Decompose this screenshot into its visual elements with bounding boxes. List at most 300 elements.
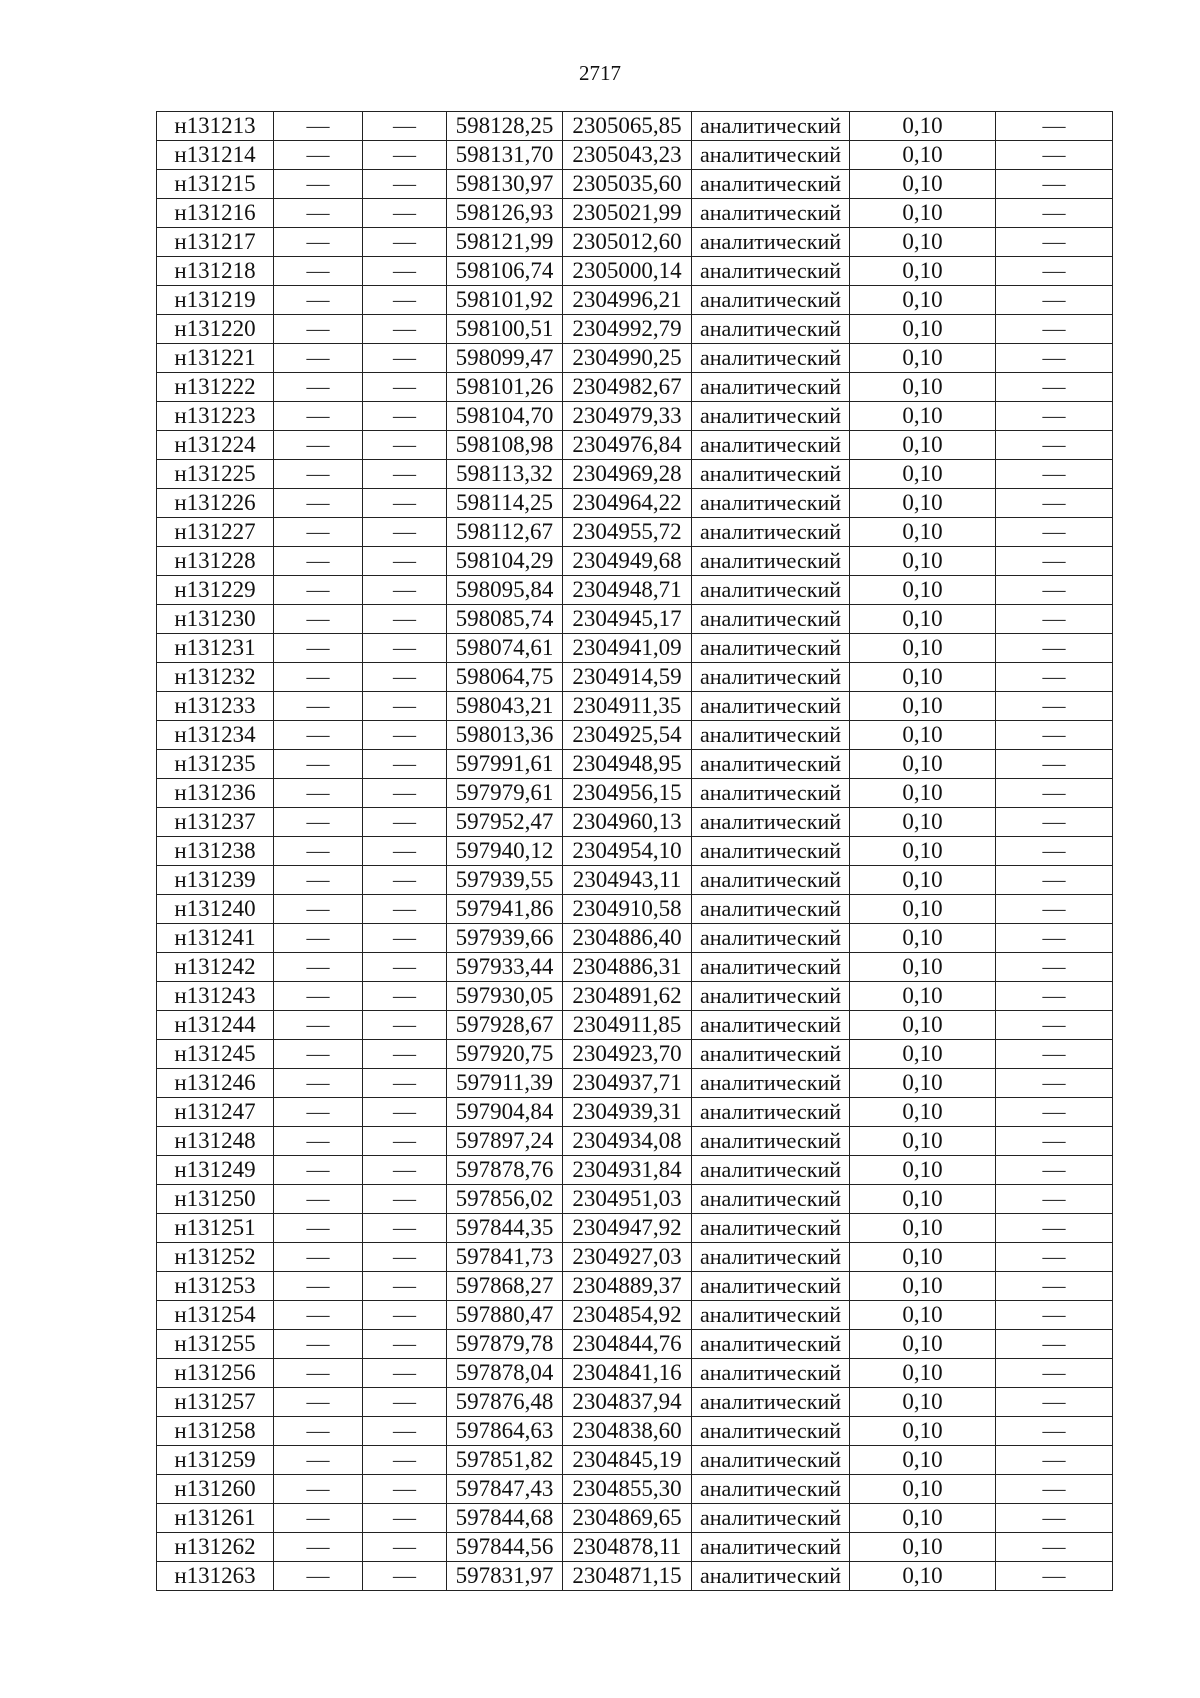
x-coordinate-cell: 597841,73	[447, 1243, 563, 1272]
method-cell: аналитический	[692, 489, 850, 518]
method-cell: аналитический	[692, 1127, 850, 1156]
table-row	[157, 257, 1113, 286]
x-coordinate-cell: 597897,24	[447, 1127, 563, 1156]
empty-dash-cell: —	[996, 344, 1113, 373]
empty-dash-cell: —	[996, 1098, 1113, 1127]
point-id-cell: н131256	[157, 1359, 274, 1388]
y-coordinate-cell: 2304878,11	[563, 1533, 692, 1562]
empty-dash-cell: —	[274, 489, 363, 518]
accuracy-cell: 0,10	[850, 1446, 996, 1475]
point-id-cell: н131252	[157, 1243, 274, 1272]
method-cell: аналитический	[692, 1214, 850, 1243]
y-coordinate-cell: 2305021,99	[563, 199, 692, 228]
page-number: 2717	[579, 61, 621, 85]
empty-dash-cell: —	[996, 1330, 1113, 1359]
method-cell: аналитический	[692, 1446, 850, 1475]
point-id-cell: н131258	[157, 1417, 274, 1446]
empty-dash-cell: —	[363, 1417, 447, 1446]
method-cell: аналитический	[692, 141, 850, 170]
table-row	[157, 1185, 1113, 1214]
accuracy-cell: 0,10	[850, 953, 996, 982]
x-coordinate-cell: 597930,05	[447, 982, 563, 1011]
accuracy-cell: 0,10	[850, 112, 996, 141]
empty-dash-cell: —	[996, 228, 1113, 257]
empty-dash-cell: —	[274, 1301, 363, 1330]
table-row	[157, 460, 1113, 489]
empty-dash-cell: —	[996, 953, 1113, 982]
point-id-cell: н131226	[157, 489, 274, 518]
point-id-cell: н131248	[157, 1127, 274, 1156]
accuracy-cell: 0,10	[850, 1040, 996, 1069]
method-cell: аналитический	[692, 837, 850, 866]
method-cell: аналитический	[692, 373, 850, 402]
table-row	[157, 228, 1113, 257]
method-cell: аналитический	[692, 1475, 850, 1504]
method-cell: аналитический	[692, 692, 850, 721]
empty-dash-cell: —	[274, 1417, 363, 1446]
y-coordinate-cell: 2304979,33	[563, 402, 692, 431]
y-coordinate-cell: 2304869,65	[563, 1504, 692, 1533]
point-id-cell: н131241	[157, 924, 274, 953]
accuracy-cell: 0,10	[850, 576, 996, 605]
y-coordinate-cell: 2304937,71	[563, 1069, 692, 1098]
method-cell: аналитический	[692, 1040, 850, 1069]
empty-dash-cell: —	[996, 1272, 1113, 1301]
empty-dash-cell: —	[363, 634, 447, 663]
empty-dash-cell: —	[363, 779, 447, 808]
method-cell: аналитический	[692, 460, 850, 489]
empty-dash-cell: —	[363, 489, 447, 518]
x-coordinate-cell: 598130,97	[447, 170, 563, 199]
accuracy-cell: 0,10	[850, 924, 996, 953]
accuracy-cell: 0,10	[850, 982, 996, 1011]
table-body	[157, 112, 1113, 1591]
empty-dash-cell: —	[274, 1127, 363, 1156]
table-row	[157, 1330, 1113, 1359]
empty-dash-cell: —	[996, 315, 1113, 344]
empty-dash-cell: —	[996, 1475, 1113, 1504]
empty-dash-cell: —	[363, 1359, 447, 1388]
empty-dash-cell: —	[996, 750, 1113, 779]
empty-dash-cell: —	[363, 576, 447, 605]
empty-dash-cell: —	[996, 518, 1113, 547]
accuracy-cell: 0,10	[850, 373, 996, 402]
method-cell: аналитический	[692, 1069, 850, 1098]
point-id-cell: н131255	[157, 1330, 274, 1359]
x-coordinate-cell: 597878,04	[447, 1359, 563, 1388]
empty-dash-cell: —	[274, 808, 363, 837]
empty-dash-cell: —	[363, 1011, 447, 1040]
empty-dash-cell: —	[996, 373, 1113, 402]
x-coordinate-cell: 598128,25	[447, 112, 563, 141]
accuracy-cell: 0,10	[850, 1388, 996, 1417]
x-coordinate-cell: 597941,86	[447, 895, 563, 924]
x-coordinate-cell: 598085,74	[447, 605, 563, 634]
point-id-cell: н131245	[157, 1040, 274, 1069]
x-coordinate-cell: 598126,93	[447, 199, 563, 228]
empty-dash-cell: —	[363, 750, 447, 779]
method-cell: аналитический	[692, 257, 850, 286]
empty-dash-cell: —	[363, 808, 447, 837]
empty-dash-cell: —	[996, 663, 1113, 692]
empty-dash-cell: —	[274, 924, 363, 953]
x-coordinate-cell: 597979,61	[447, 779, 563, 808]
empty-dash-cell: —	[363, 1504, 447, 1533]
empty-dash-cell: —	[363, 286, 447, 315]
method-cell: аналитический	[692, 605, 850, 634]
point-id-cell: н131239	[157, 866, 274, 895]
accuracy-cell: 0,10	[850, 228, 996, 257]
empty-dash-cell: —	[996, 634, 1113, 663]
table-row	[157, 1504, 1113, 1533]
table-row	[157, 663, 1113, 692]
empty-dash-cell: —	[363, 663, 447, 692]
empty-dash-cell: —	[363, 431, 447, 460]
accuracy-cell: 0,10	[850, 257, 996, 286]
point-id-cell: н131220	[157, 315, 274, 344]
coordinates-table	[156, 111, 1113, 1591]
table-row	[157, 605, 1113, 634]
y-coordinate-cell: 2304923,70	[563, 1040, 692, 1069]
table-row	[157, 1475, 1113, 1504]
point-id-cell: н131215	[157, 170, 274, 199]
empty-dash-cell: —	[996, 866, 1113, 895]
y-coordinate-cell: 2304969,28	[563, 460, 692, 489]
empty-dash-cell: —	[274, 1040, 363, 1069]
method-cell: аналитический	[692, 547, 850, 576]
empty-dash-cell: —	[274, 1069, 363, 1098]
table-row	[157, 1069, 1113, 1098]
empty-dash-cell: —	[363, 1272, 447, 1301]
empty-dash-cell: —	[996, 1069, 1113, 1098]
empty-dash-cell: —	[996, 1533, 1113, 1562]
point-id-cell: н131261	[157, 1504, 274, 1533]
accuracy-cell: 0,10	[850, 1185, 996, 1214]
y-coordinate-cell: 2305065,85	[563, 112, 692, 141]
empty-dash-cell: —	[363, 1098, 447, 1127]
empty-dash-cell: —	[274, 750, 363, 779]
empty-dash-cell: —	[274, 257, 363, 286]
point-id-cell: н131225	[157, 460, 274, 489]
y-coordinate-cell: 2304976,84	[563, 431, 692, 460]
method-cell: аналитический	[692, 634, 850, 663]
empty-dash-cell: —	[996, 112, 1113, 141]
table-row	[157, 953, 1113, 982]
table-row	[157, 1446, 1113, 1475]
accuracy-cell: 0,10	[850, 141, 996, 170]
table-row	[157, 373, 1113, 402]
method-cell: аналитический	[692, 1185, 850, 1214]
method-cell: аналитический	[692, 1359, 850, 1388]
empty-dash-cell: —	[274, 1446, 363, 1475]
empty-dash-cell: —	[274, 141, 363, 170]
accuracy-cell: 0,10	[850, 634, 996, 663]
method-cell: аналитический	[692, 170, 850, 199]
x-coordinate-cell: 597844,35	[447, 1214, 563, 1243]
empty-dash-cell: —	[274, 373, 363, 402]
table-row	[157, 1243, 1113, 1272]
empty-dash-cell: —	[996, 721, 1113, 750]
accuracy-cell: 0,10	[850, 1098, 996, 1127]
y-coordinate-cell: 2305000,14	[563, 257, 692, 286]
method-cell: аналитический	[692, 1533, 850, 1562]
empty-dash-cell: —	[996, 1011, 1113, 1040]
table-row	[157, 1272, 1113, 1301]
method-cell: аналитический	[692, 808, 850, 837]
method-cell: аналитический	[692, 518, 850, 547]
empty-dash-cell: —	[996, 402, 1113, 431]
method-cell: аналитический	[692, 228, 850, 257]
empty-dash-cell: —	[996, 1562, 1113, 1591]
method-cell: аналитический	[692, 402, 850, 431]
empty-dash-cell: —	[996, 489, 1113, 518]
y-coordinate-cell: 2305043,23	[563, 141, 692, 170]
y-coordinate-cell: 2304871,15	[563, 1562, 692, 1591]
point-id-cell: н131217	[157, 228, 274, 257]
y-coordinate-cell: 2304982,67	[563, 373, 692, 402]
table-row	[157, 808, 1113, 837]
method-cell: аналитический	[692, 1098, 850, 1127]
y-coordinate-cell: 2304914,59	[563, 663, 692, 692]
y-coordinate-cell: 2304838,60	[563, 1417, 692, 1446]
table-row	[157, 1417, 1113, 1446]
empty-dash-cell: —	[996, 605, 1113, 634]
empty-dash-cell: —	[274, 866, 363, 895]
empty-dash-cell: —	[996, 547, 1113, 576]
table-row	[157, 344, 1113, 373]
y-coordinate-cell: 2304886,40	[563, 924, 692, 953]
empty-dash-cell: —	[996, 779, 1113, 808]
table-row	[157, 1301, 1113, 1330]
table-row	[157, 924, 1113, 953]
empty-dash-cell: —	[274, 1330, 363, 1359]
empty-dash-cell: —	[274, 402, 363, 431]
empty-dash-cell: —	[274, 663, 363, 692]
empty-dash-cell: —	[996, 576, 1113, 605]
accuracy-cell: 0,10	[850, 286, 996, 315]
point-id-cell: н131223	[157, 402, 274, 431]
accuracy-cell: 0,10	[850, 402, 996, 431]
x-coordinate-cell: 597952,47	[447, 808, 563, 837]
y-coordinate-cell: 2304841,16	[563, 1359, 692, 1388]
empty-dash-cell: —	[274, 1504, 363, 1533]
table-row	[157, 779, 1113, 808]
empty-dash-cell: —	[274, 228, 363, 257]
y-coordinate-cell: 2304992,79	[563, 315, 692, 344]
empty-dash-cell: —	[363, 547, 447, 576]
accuracy-cell: 0,10	[850, 1417, 996, 1446]
point-id-cell: н131257	[157, 1388, 274, 1417]
empty-dash-cell: —	[996, 1504, 1113, 1533]
table-row	[157, 1214, 1113, 1243]
table-row	[157, 1040, 1113, 1069]
method-cell: аналитический	[692, 1272, 850, 1301]
x-coordinate-cell: 598064,75	[447, 663, 563, 692]
empty-dash-cell: —	[274, 1533, 363, 1562]
point-id-cell: н131237	[157, 808, 274, 837]
empty-dash-cell: —	[363, 1040, 447, 1069]
x-coordinate-cell: 597940,12	[447, 837, 563, 866]
empty-dash-cell: —	[363, 1243, 447, 1272]
empty-dash-cell: —	[996, 1127, 1113, 1156]
empty-dash-cell: —	[996, 924, 1113, 953]
x-coordinate-cell: 598113,32	[447, 460, 563, 489]
method-cell: аналитический	[692, 315, 850, 344]
accuracy-cell: 0,10	[850, 1214, 996, 1243]
x-coordinate-cell: 598106,74	[447, 257, 563, 286]
accuracy-cell: 0,10	[850, 837, 996, 866]
table-row	[157, 1533, 1113, 1562]
method-cell: аналитический	[692, 866, 850, 895]
empty-dash-cell: —	[363, 257, 447, 286]
empty-dash-cell: —	[274, 1098, 363, 1127]
x-coordinate-cell: 597991,61	[447, 750, 563, 779]
point-id-cell: н131214	[157, 141, 274, 170]
table-row	[157, 1156, 1113, 1185]
method-cell: аналитический	[692, 750, 850, 779]
x-coordinate-cell: 597847,43	[447, 1475, 563, 1504]
empty-dash-cell: —	[996, 837, 1113, 866]
empty-dash-cell: —	[274, 895, 363, 924]
table-row	[157, 170, 1113, 199]
point-id-cell: н131218	[157, 257, 274, 286]
y-coordinate-cell: 2304911,35	[563, 692, 692, 721]
table-row	[157, 141, 1113, 170]
point-id-cell: н131227	[157, 518, 274, 547]
x-coordinate-cell: 597911,39	[447, 1069, 563, 1098]
empty-dash-cell: —	[274, 170, 363, 199]
empty-dash-cell: —	[363, 1475, 447, 1504]
y-coordinate-cell: 2304931,84	[563, 1156, 692, 1185]
empty-dash-cell: —	[274, 460, 363, 489]
empty-dash-cell: —	[363, 1301, 447, 1330]
x-coordinate-cell: 598099,47	[447, 344, 563, 373]
empty-dash-cell: —	[274, 605, 363, 634]
x-coordinate-cell: 598114,25	[447, 489, 563, 518]
accuracy-cell: 0,10	[850, 344, 996, 373]
accuracy-cell: 0,10	[850, 199, 996, 228]
empty-dash-cell: —	[996, 1388, 1113, 1417]
y-coordinate-cell: 2304941,09	[563, 634, 692, 663]
empty-dash-cell: —	[996, 1185, 1113, 1214]
accuracy-cell: 0,10	[850, 692, 996, 721]
point-id-cell: н131221	[157, 344, 274, 373]
accuracy-cell: 0,10	[850, 1011, 996, 1040]
empty-dash-cell: —	[363, 199, 447, 228]
empty-dash-cell: —	[996, 199, 1113, 228]
empty-dash-cell: —	[363, 518, 447, 547]
table-row	[157, 286, 1113, 315]
y-coordinate-cell: 2304945,17	[563, 605, 692, 634]
accuracy-cell: 0,10	[850, 808, 996, 837]
point-id-cell: н131251	[157, 1214, 274, 1243]
table-row	[157, 547, 1113, 576]
empty-dash-cell: —	[363, 1185, 447, 1214]
x-coordinate-cell: 597856,02	[447, 1185, 563, 1214]
accuracy-cell: 0,10	[850, 895, 996, 924]
empty-dash-cell: —	[363, 605, 447, 634]
empty-dash-cell: —	[996, 1156, 1113, 1185]
x-coordinate-cell: 597904,84	[447, 1098, 563, 1127]
method-cell: аналитический	[692, 1011, 850, 1040]
y-coordinate-cell: 2304964,22	[563, 489, 692, 518]
table-row	[157, 489, 1113, 518]
point-id-cell: н131238	[157, 837, 274, 866]
empty-dash-cell: —	[996, 808, 1113, 837]
method-cell: аналитический	[692, 431, 850, 460]
empty-dash-cell: —	[996, 982, 1113, 1011]
empty-dash-cell: —	[363, 924, 447, 953]
point-id-cell: н131233	[157, 692, 274, 721]
y-coordinate-cell: 2304886,31	[563, 953, 692, 982]
empty-dash-cell: —	[363, 1446, 447, 1475]
accuracy-cell: 0,10	[850, 170, 996, 199]
y-coordinate-cell: 2304889,37	[563, 1272, 692, 1301]
method-cell: аналитический	[692, 199, 850, 228]
table-row	[157, 634, 1113, 663]
x-coordinate-cell: 597880,47	[447, 1301, 563, 1330]
accuracy-cell: 0,10	[850, 663, 996, 692]
x-coordinate-cell: 598121,99	[447, 228, 563, 257]
empty-dash-cell: —	[274, 721, 363, 750]
empty-dash-cell: —	[363, 692, 447, 721]
x-coordinate-cell: 598101,26	[447, 373, 563, 402]
accuracy-cell: 0,10	[850, 1359, 996, 1388]
table-row	[157, 692, 1113, 721]
empty-dash-cell: —	[274, 431, 363, 460]
table-row	[157, 576, 1113, 605]
empty-dash-cell: —	[363, 1562, 447, 1591]
y-coordinate-cell: 2304854,92	[563, 1301, 692, 1330]
accuracy-cell: 0,10	[850, 1533, 996, 1562]
empty-dash-cell: —	[363, 141, 447, 170]
x-coordinate-cell: 597939,55	[447, 866, 563, 895]
method-cell: аналитический	[692, 779, 850, 808]
y-coordinate-cell: 2304951,03	[563, 1185, 692, 1214]
x-coordinate-cell: 597878,76	[447, 1156, 563, 1185]
empty-dash-cell: —	[363, 1156, 447, 1185]
method-cell: аналитический	[692, 112, 850, 141]
empty-dash-cell: —	[363, 1214, 447, 1243]
point-id-cell: н131263	[157, 1562, 274, 1591]
point-id-cell: н131234	[157, 721, 274, 750]
empty-dash-cell: —	[274, 344, 363, 373]
y-coordinate-cell: 2305012,60	[563, 228, 692, 257]
point-id-cell: н131219	[157, 286, 274, 315]
accuracy-cell: 0,10	[850, 1504, 996, 1533]
y-coordinate-cell: 2304949,68	[563, 547, 692, 576]
x-coordinate-cell: 598108,98	[447, 431, 563, 460]
method-cell: аналитический	[692, 1562, 850, 1591]
empty-dash-cell: —	[996, 1040, 1113, 1069]
point-id-cell: н131232	[157, 663, 274, 692]
method-cell: аналитический	[692, 1504, 850, 1533]
empty-dash-cell: —	[996, 1446, 1113, 1475]
accuracy-cell: 0,10	[850, 1562, 996, 1591]
x-coordinate-cell: 598101,92	[447, 286, 563, 315]
empty-dash-cell: —	[274, 1359, 363, 1388]
empty-dash-cell: —	[363, 402, 447, 431]
point-id-cell: н131213	[157, 112, 274, 141]
empty-dash-cell: —	[363, 460, 447, 489]
method-cell: аналитический	[692, 1301, 850, 1330]
method-cell: аналитический	[692, 344, 850, 373]
x-coordinate-cell: 597920,75	[447, 1040, 563, 1069]
x-coordinate-cell: 597876,48	[447, 1388, 563, 1417]
empty-dash-cell: —	[996, 1214, 1113, 1243]
x-coordinate-cell: 597844,56	[447, 1533, 563, 1562]
empty-dash-cell: —	[363, 1388, 447, 1417]
